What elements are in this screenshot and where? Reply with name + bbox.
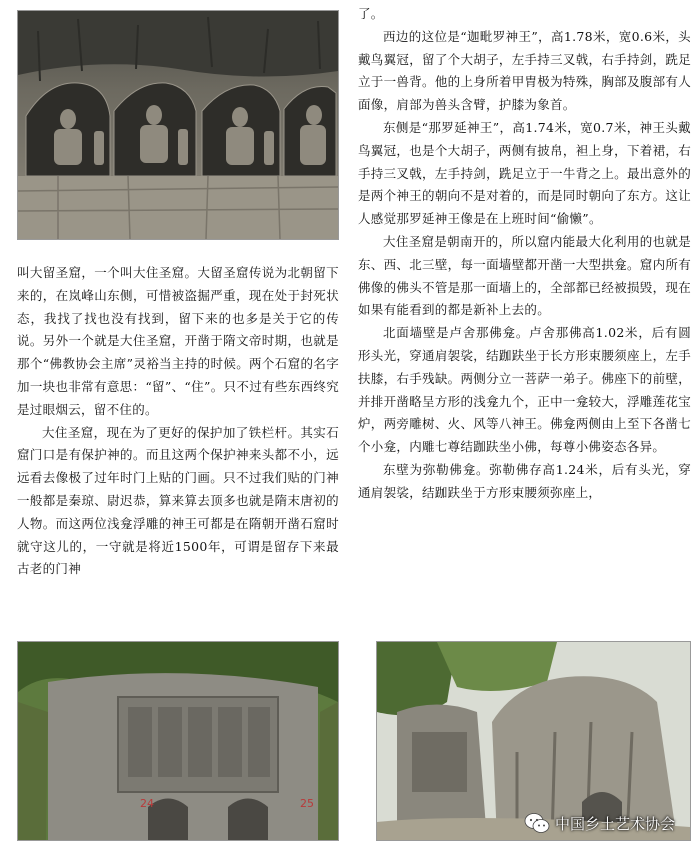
- paragraph: 大住圣窟，现在为了更好的保护加了铁栏杆。其实石窟门口是有保护神的。而且这两个保护神来头都不小，远远看去像极了过年时门上贴的门画。只不过我们贴的门神一般都是秦琼、尉迟恭，算来算去顶多也就是隋末唐初的人物。而这两位浅龛浮雕的神王可都是在隋朝开凿石窟时就守这儿的，一守就是将近1500年，可谓是留存下来最古老的门神: [17, 424, 339, 577]
- paragraph: 东侧是“那罗延神王”，高1.74米，宽0.7米，神王头戴鸟翼冠，也是个大胡子，两侧有披帛，袒上身，下着裙，右手持三叉戟，左手持剑，跣足立于一牛背之上。最出意外的是两个神王的朝向不是对着的，而是同时朝向了东方。这让人感觉那罗延神王像是在上班时间“偷懒”。: [358, 119, 691, 227]
- photo-number-mark-right: 25: [300, 797, 314, 810]
- cliff-niches-photo: [17, 10, 339, 240]
- rock-outcrop-image: [377, 642, 690, 840]
- right-text-column: [358, 3, 691, 505]
- photo-number-mark-left: 24: [140, 797, 154, 810]
- paragraph: 北面墙壁是卢舍那佛龛。卢舍那佛高1.02米，后有圆形头光，穿通肩袈裟，结跏趺坐于长方形束腰须座上，左手扶膝，右手残缺。两侧分立一菩萨一弟子。佛座下的前壁，并排开凿略呈方形的浅龛九个，正中一龛较大，浮雕莲花宝炉，两旁雕树、火、风等八神王。佛龛两侧由上至下各凿七个小龛，内雕七尊结跏趺坐小佛，每尊小佛姿态各异。: [358, 325, 691, 455]
- watermark: [524, 812, 675, 834]
- paragraph: 大住圣窟是朝南开的，所以窟内能最大化利用的也就是东、西、北三壁，每一面墙壁都开凿一大型拱龛。窟内所有佛像的佛头不管是那一面墙上的，全部都已经被损毁，现在如果有能看到的都是新补上去的。: [358, 233, 691, 318]
- paragraph: 叫大留圣窟，一个叫大住圣窟。大留圣窟传说为北朝留下来的，在岚峰山东侧，可惜被盗掘严重，现在处于封死状态，我找了找也没有找到，留下来的也多是关于它的传说。另外一个就是大住圣窟，开凿于隋文帝时期，也就是那个“佛教协会主席”灵裕当主持的时候。两个石窟的名字加一块也非常有意思：“留”、“住”。只不过有些东西终究是过眼烟云，留不住的。: [17, 265, 339, 417]
- wechat-icon: [524, 812, 550, 834]
- watermark-text: 中国乡土艺术协会: [554, 814, 675, 833]
- paragraph: 西边的这位是“迦毗罗神王”，高1.78米，宽0.6米，头戴鸟翼冠，留了个大胡子，左手持三叉戟，右手持剑，跣足立于一兽背。他的上身所着甲胄极为特殊，胸部及腹部有人面像，肩部为兽头含臂，护膝为象首。: [358, 28, 691, 113]
- cave-exterior-photo: [17, 641, 339, 841]
- paragraph: 了。: [358, 6, 384, 21]
- cave-exterior-image: [18, 642, 338, 840]
- cliff-niches-image: [18, 11, 338, 239]
- paragraph: 东壁为弥勒佛龛。弥勒佛存高1.24米，后有头光，穿通肩袈裟，结跏趺坐于方形束腰须弥座上，: [358, 461, 691, 500]
- rock-outcrop-photo: [376, 641, 691, 841]
- left-text-column: [17, 262, 339, 581]
